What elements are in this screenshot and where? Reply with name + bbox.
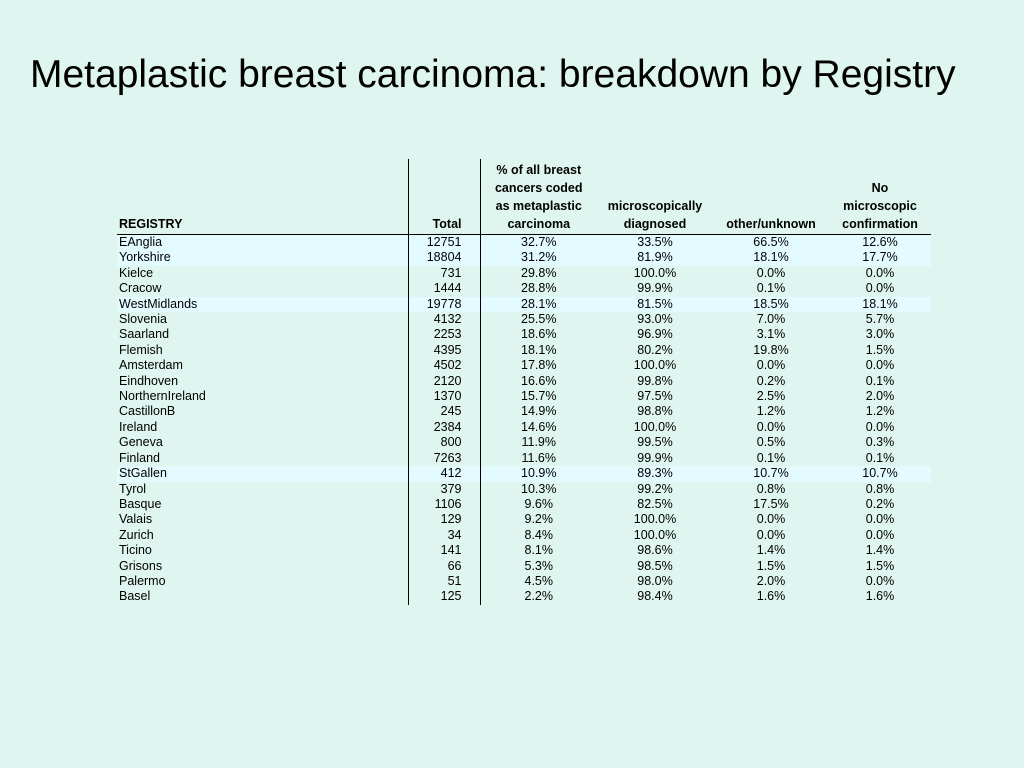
cell-pct-metaplastic: 18.6% (480, 327, 597, 342)
cell-other-unknown: 0.0% (756, 358, 786, 373)
cell-registry: Cracow (119, 281, 162, 296)
table-row (117, 404, 931, 419)
table-row (117, 420, 931, 435)
header-micro-line: microscopically (607, 199, 703, 213)
cell-microscopic: 99.2% (637, 481, 673, 496)
cell-pct-metaplastic: 11.9% (480, 435, 597, 450)
cell-total: 1370 (408, 389, 480, 404)
cell-no-confirmation: 0.1% (865, 373, 895, 388)
cell-other-unknown: 1.2% (756, 404, 786, 419)
slide-title: Metaplastic breast carcinoma: breakdown by Registry (30, 53, 956, 96)
cell-microscopic: 99.5% (637, 435, 673, 450)
table-row (117, 374, 931, 389)
cell-pct-metaplastic: 4.5% (480, 574, 597, 589)
cell-no-confirmation: 17.7% (829, 250, 931, 265)
cell-registry: Valais (119, 512, 153, 527)
cell-total: 379 (408, 482, 480, 497)
cell-no-confirmation: 0.3% (865, 435, 895, 450)
cell-pct-metaplastic: 29.8% (480, 266, 597, 281)
cell-total: 731 (408, 266, 480, 281)
cell-pct-metaplastic: 14.9% (480, 404, 597, 419)
cell-registry: Yorkshire (117, 250, 408, 265)
header-micro-line: diagnosed (623, 217, 687, 231)
header-pct-line: cancers coded (494, 181, 583, 195)
cell-registry: CastillonB (119, 404, 176, 419)
cell-other-unknown: 1.4% (756, 543, 786, 558)
table-row (117, 266, 931, 281)
cell-registry: Grisons (119, 558, 163, 573)
cell-no-confirmation: 0.0% (865, 265, 895, 280)
cell-pct-metaplastic: 16.6% (480, 374, 597, 389)
cell-total: 34 (408, 528, 480, 543)
header-noconf-line: microscopic (843, 199, 917, 213)
cell-pct-metaplastic: 11.6% (480, 451, 597, 466)
cell-registry: Zurich (119, 527, 154, 542)
cell-other-unknown: 0.0% (756, 419, 786, 434)
cell-microscopic: 33.5% (597, 235, 713, 251)
cell-microscopic: 98.6% (637, 543, 673, 558)
cell-microscopic: 100.0% (633, 512, 677, 527)
cell-pct-metaplastic: 10.9% (480, 466, 597, 481)
cell-registry: WestMidlands (117, 297, 408, 312)
cell-microscopic: 98.5% (637, 558, 673, 573)
cell-total: 2384 (408, 420, 480, 435)
cell-other-unknown: 10.7% (713, 466, 829, 481)
cell-microscopic: 100.0% (633, 419, 677, 434)
header-other-unknown (713, 159, 829, 235)
cell-other-unknown: 0.2% (756, 373, 786, 388)
cell-microscopic: 99.9% (637, 281, 673, 296)
header-total: Total (408, 159, 480, 235)
cell-total: 141 (408, 543, 480, 558)
cell-total: 19778 (408, 297, 480, 312)
cell-registry: NorthernIreland (119, 389, 206, 404)
cell-total: 1444 (408, 281, 480, 296)
cell-total: 129 (408, 512, 480, 527)
cell-other-unknown: 18.1% (713, 250, 829, 265)
cell-no-confirmation: 1.5% (865, 558, 895, 573)
table-row (117, 435, 931, 450)
cell-pct-metaplastic: 2.2% (480, 589, 597, 604)
cell-other-unknown: 0.0% (756, 512, 786, 527)
table-row (117, 482, 931, 497)
cell-other-unknown: 0.1% (756, 450, 786, 465)
cell-no-confirmation: 0.0% (865, 358, 895, 373)
table-row (117, 312, 931, 327)
cell-microscopic: 100.0% (633, 265, 677, 280)
table-row (117, 559, 931, 574)
cell-no-confirmation: 2.0% (865, 389, 895, 404)
cell-microscopic: 97.5% (637, 389, 673, 404)
header-pct-line: % of all breast (496, 163, 582, 177)
cell-other-unknown: 0.1% (756, 281, 786, 296)
cell-microscopic: 99.9% (637, 450, 673, 465)
header-microscopic (597, 159, 713, 235)
cell-microscopic: 99.8% (637, 373, 673, 388)
cell-no-confirmation: 0.0% (865, 573, 895, 588)
cell-other-unknown: 0.5% (756, 435, 786, 450)
cell-no-confirmation: 10.7% (829, 466, 931, 481)
cell-registry: Saarland (119, 327, 170, 342)
header-other-line: other/unknown (726, 217, 816, 231)
cell-no-confirmation: 18.1% (829, 297, 931, 312)
cell-other-unknown: 1.6% (756, 589, 786, 604)
cell-other-unknown: 19.8% (753, 342, 789, 357)
cell-registry: StGallen (117, 466, 408, 481)
cell-pct-metaplastic: 32.7% (480, 235, 597, 251)
table-row (117, 389, 931, 404)
cell-other-unknown: 3.1% (756, 327, 786, 342)
table-row (117, 528, 931, 543)
cell-pct-metaplastic: 5.3% (480, 559, 597, 574)
cell-other-unknown: 0.8% (756, 481, 786, 496)
cell-microscopic: 82.5% (637, 496, 673, 511)
table-header-row (117, 159, 931, 235)
header-pct-line: carcinoma (507, 217, 571, 231)
table-row (117, 512, 931, 527)
cell-registry: Slovenia (119, 312, 167, 327)
table-row (117, 343, 931, 358)
cell-no-confirmation: 12.6% (829, 235, 931, 251)
cell-total: 412 (408, 466, 480, 481)
table-row (117, 497, 931, 512)
cell-total: 7263 (408, 451, 480, 466)
cell-no-confirmation: 0.2% (865, 496, 895, 511)
cell-total: 66 (408, 559, 480, 574)
cell-no-confirmation: 1.4% (865, 543, 895, 558)
cell-total: 125 (408, 589, 480, 604)
table-row (117, 543, 931, 558)
cell-microscopic: 81.9% (597, 250, 713, 265)
cell-total: 51 (408, 574, 480, 589)
cell-microscopic: 98.0% (637, 573, 673, 588)
cell-pct-metaplastic: 9.6% (480, 497, 597, 512)
table-body (117, 235, 931, 605)
cell-total: 4502 (408, 358, 480, 373)
cell-total: 2253 (408, 327, 480, 342)
cell-microscopic: 98.8% (637, 404, 673, 419)
cell-no-confirmation: 0.0% (865, 512, 895, 527)
cell-registry: Palermo (119, 573, 166, 588)
cell-no-confirmation: 3.0% (865, 327, 895, 342)
cell-microscopic: 100.0% (633, 527, 677, 542)
cell-pct-metaplastic: 9.2% (480, 512, 597, 527)
header-pct-line: as metaplastic (495, 199, 582, 213)
registry-table (117, 159, 931, 605)
cell-microscopic: 93.0% (637, 312, 673, 327)
cell-pct-metaplastic: 18.1% (480, 343, 597, 358)
cell-registry: Kielce (119, 265, 154, 280)
cell-registry: Ireland (119, 419, 158, 434)
cell-registry: Eindhoven (119, 373, 179, 388)
cell-other-unknown: 2.0% (756, 573, 786, 588)
header-pct-metaplastic (480, 159, 597, 235)
cell-registry: Geneva (119, 435, 163, 450)
cell-no-confirmation: 0.8% (865, 481, 895, 496)
header-registry: REGISTRY (117, 159, 408, 235)
cell-no-confirmation: 0.0% (865, 527, 895, 542)
cell-other-unknown: 17.5% (753, 496, 789, 511)
cell-total: 800 (408, 435, 480, 450)
table-row (117, 358, 931, 373)
cell-no-confirmation: 1.2% (865, 404, 895, 419)
cell-pct-metaplastic: 10.3% (480, 482, 597, 497)
cell-total: 18804 (408, 250, 480, 265)
cell-microscopic: 80.2% (637, 342, 673, 357)
cell-pct-metaplastic: 31.2% (480, 250, 597, 265)
cell-registry: Basque (119, 496, 162, 511)
table-row (117, 466, 931, 481)
table-row (117, 451, 931, 466)
header-noconf-line: confirmation (842, 217, 918, 231)
cell-other-unknown: 66.5% (713, 235, 829, 251)
cell-other-unknown: 0.0% (756, 265, 786, 280)
cell-no-confirmation: 5.7% (865, 312, 895, 327)
cell-no-confirmation: 0.0% (865, 281, 895, 296)
cell-other-unknown: 7.0% (756, 312, 786, 327)
cell-registry: Amsterdam (119, 358, 183, 373)
table-row (117, 297, 931, 312)
cell-registry: Flemish (119, 342, 163, 357)
table-row (117, 235, 931, 251)
cell-microscopic: 81.5% (597, 297, 713, 312)
cell-pct-metaplastic: 28.8% (480, 281, 597, 296)
cell-total: 4132 (408, 312, 480, 327)
table-row (117, 327, 931, 342)
cell-pct-metaplastic: 15.7% (480, 389, 597, 404)
cell-microscopic: 100.0% (633, 358, 677, 373)
cell-no-confirmation: 1.5% (865, 342, 895, 357)
cell-other-unknown: 1.5% (756, 558, 786, 573)
cell-registry: Basel (119, 589, 151, 604)
cell-pct-metaplastic: 25.5% (480, 312, 597, 327)
cell-registry: Tyrol (119, 481, 147, 496)
cell-microscopic: 89.3% (597, 466, 713, 481)
cell-total: 2120 (408, 374, 480, 389)
cell-no-confirmation: 0.1% (865, 450, 895, 465)
cell-microscopic: 98.4% (637, 589, 673, 604)
cell-pct-metaplastic: 8.1% (480, 543, 597, 558)
cell-total: 12751 (408, 235, 480, 251)
cell-total: 4395 (408, 343, 480, 358)
cell-other-unknown: 0.0% (756, 527, 786, 542)
cell-registry: Ticino (119, 543, 152, 558)
cell-pct-metaplastic: 8.4% (480, 528, 597, 543)
table-row (117, 281, 931, 296)
cell-other-unknown: 2.5% (756, 389, 786, 404)
cell-total: 245 (408, 404, 480, 419)
table-row (117, 250, 931, 265)
cell-pct-metaplastic: 28.1% (480, 297, 597, 312)
header-no-confirmation (829, 159, 931, 235)
cell-microscopic: 96.9% (637, 327, 673, 342)
cell-registry: EAnglia (117, 235, 408, 251)
cell-pct-metaplastic: 17.8% (480, 358, 597, 373)
cell-other-unknown: 18.5% (713, 297, 829, 312)
cell-no-confirmation: 0.0% (865, 419, 895, 434)
header-noconf-line: No (871, 181, 889, 195)
cell-registry: Finland (119, 450, 160, 465)
cell-total: 1106 (408, 497, 480, 512)
cell-pct-metaplastic: 14.6% (480, 420, 597, 435)
table-row (117, 574, 931, 589)
cell-no-confirmation: 1.6% (865, 589, 895, 604)
table-row (117, 589, 931, 604)
